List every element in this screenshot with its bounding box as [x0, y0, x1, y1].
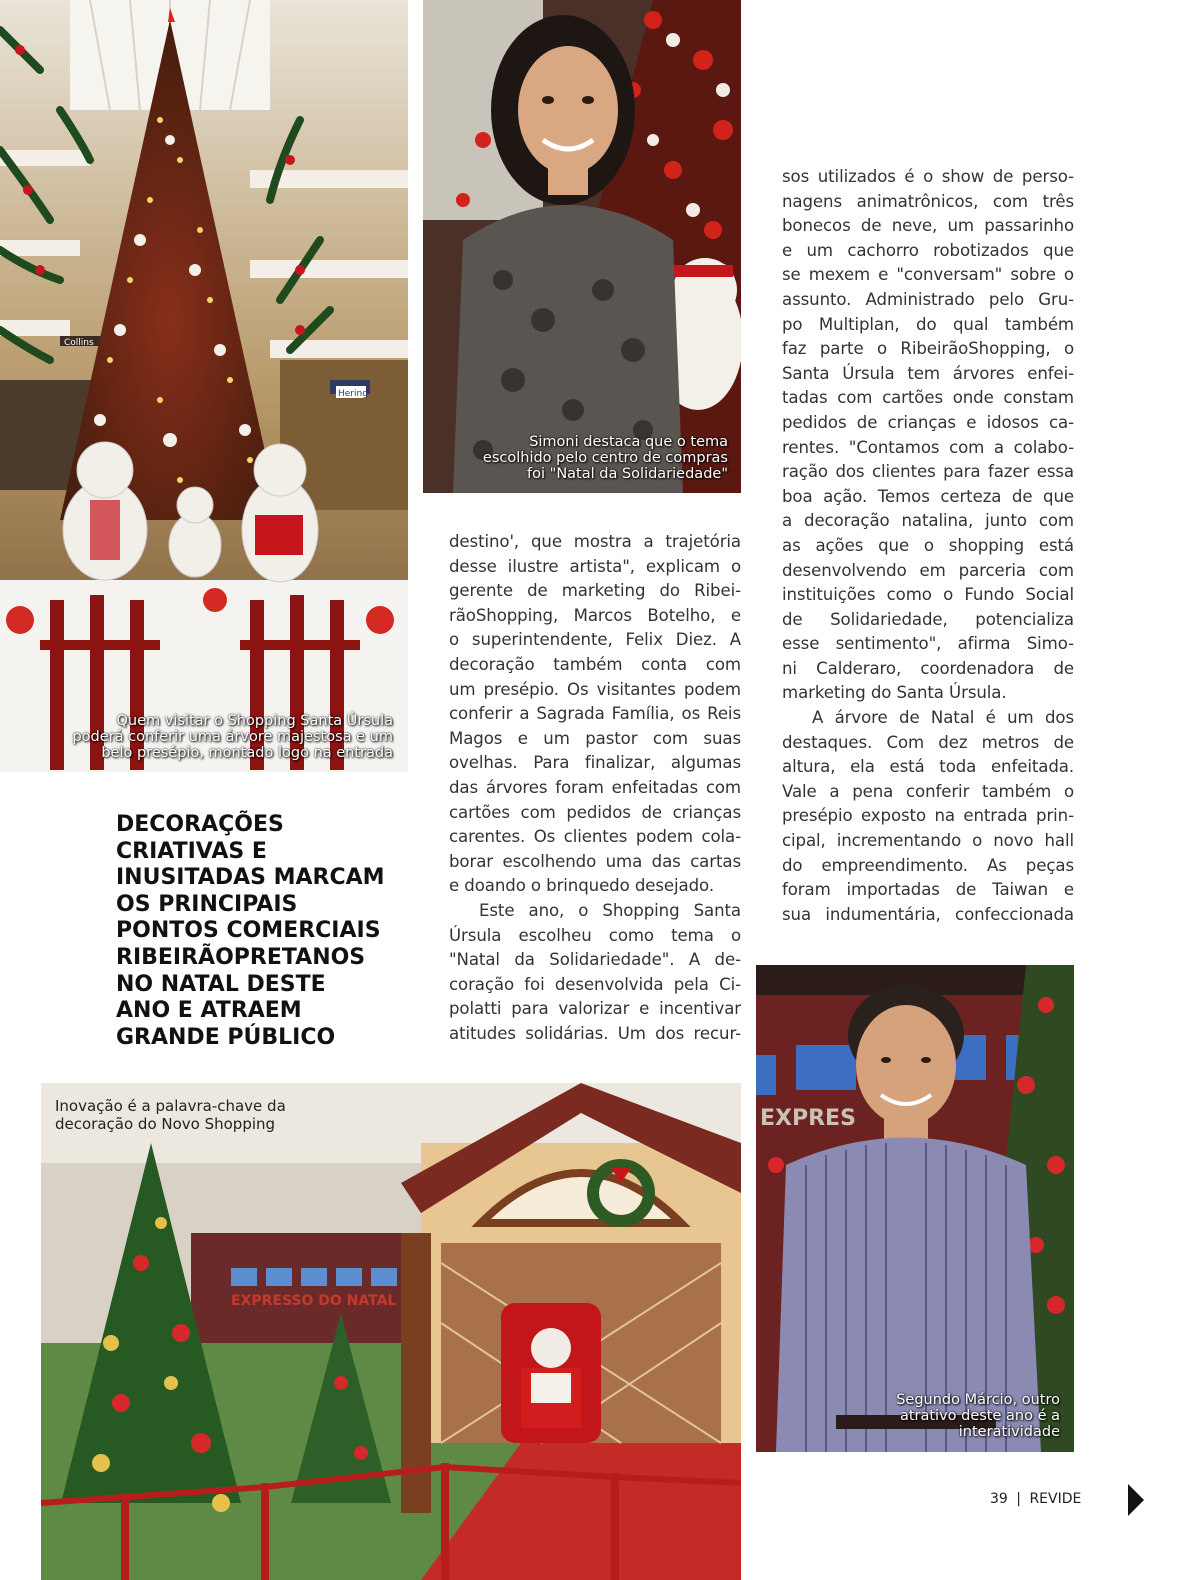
headline-line: PONTOS COMERCIAIS — [116, 918, 381, 944]
text-line: Magos e um pastor com suas — [449, 728, 741, 748]
article-headline — [116, 812, 406, 1051]
headline-line: ANO E ATRAEM — [116, 998, 302, 1024]
footer-separator: | — [1016, 1491, 1021, 1507]
headline-line: RIBEIRÃOPRETANOS — [116, 944, 366, 970]
text-line: polatti para valorizar e incentivar — [449, 999, 741, 1019]
svg-text:Hering: Hering — [338, 389, 368, 399]
photo-mall-christmas-tree — [0, 0, 408, 772]
photo-novo-shopping — [41, 1083, 741, 1580]
text-line: Úrsula escolheu como tema o — [449, 925, 741, 945]
caption-line: Inovação é a palavra-chave da — [55, 1097, 286, 1115]
text-line: borar escolhendo uma das cartas — [449, 851, 741, 871]
text-line: coração foi desenvolvida pela Ci- — [449, 974, 741, 994]
photo-marcio — [756, 965, 1074, 1452]
page-number: 39 — [990, 1491, 1008, 1507]
caption-line: poderá conferir uma árvore majestosa e um — [72, 729, 393, 745]
caption-line: atrativo deste ano é a — [899, 1408, 1060, 1424]
text-line: tadas com cartões onde constam — [782, 388, 1074, 408]
text-line: a decoração natalina, junto com — [782, 511, 1074, 531]
svg-text:Collins: Collins — [64, 338, 94, 348]
caption-line: foi "Natal da Solidariedade" — [527, 466, 728, 482]
play-triangle-icon[interactable] — [1128, 1484, 1144, 1516]
text-line: nagens animatrônicos, com três — [782, 191, 1074, 211]
text-line: destaques. Com dez metros de — [782, 732, 1074, 752]
text-line: instituições como o Fundo Social — [782, 585, 1074, 605]
text-line: sua indumentária, confeccionada — [782, 904, 1074, 924]
text-line: foram importadas de Taiwan e — [782, 880, 1074, 900]
text-line: carentes. Os clientes podem cola- — [449, 827, 741, 847]
magazine-name: REVIDE — [1029, 1491, 1082, 1507]
text-line: decoração também conta com — [449, 654, 741, 674]
column-right-text — [782, 165, 1074, 927]
text-line: e um cachorro robotizados que — [782, 240, 1074, 260]
headline-line: INUSITADAS MARCAM — [116, 865, 385, 891]
text-line: rãoShopping, Marcos Botelho, e — [449, 605, 741, 625]
text-line: presépio exposto na entrada prin- — [782, 806, 1074, 826]
caption-mall-tree — [40, 713, 393, 761]
text-line: rentes. "Contamos com a colabo- — [782, 437, 1074, 457]
caption-line: decoração do Novo Shopping — [55, 1115, 276, 1133]
text-line: boa ação. Temos certeza de que — [782, 486, 1074, 506]
headline-line: DECORAÇÕES — [116, 812, 284, 837]
text-line: sos utilizados é o show de perso- — [782, 167, 1074, 186]
text-line: ni Calderaro, coordenadora de — [782, 658, 1074, 678]
page-footer — [990, 1491, 1081, 1507]
column-middle-text — [449, 530, 741, 1046]
text-line: Este ano, o Shopping Santa — [479, 900, 741, 920]
headline-line: CRIATIVAS E — [116, 838, 267, 864]
text-line: das árvores foram enfeitadas com — [449, 777, 741, 797]
caption-marcio — [856, 1392, 1060, 1440]
text-line: bonecos de neve, um passarinho — [782, 216, 1074, 236]
text-line: destino', que mostra a trajetória — [449, 532, 741, 551]
headline-line: NO NATAL DESTE — [116, 971, 326, 997]
text-line: A árvore de Natal é um dos — [812, 708, 1074, 728]
text-line: e doando o brinquedo desejado. — [449, 876, 714, 896]
svg-text:EXPRES: EXPRES — [760, 1106, 856, 1131]
text-line: conferir a Sagrada Família, os Reis — [449, 704, 741, 724]
text-line: altura, ela está toda enfeitada. — [782, 757, 1074, 777]
text-line: marketing do Santa Úrsula. — [782, 683, 1007, 703]
photo-simoni — [423, 0, 741, 493]
headline-line: OS PRINCIPAIS — [116, 891, 298, 917]
text-line: gerente de marketing do Ribei- — [449, 581, 741, 601]
text-line: Vale a pena conferir também o — [782, 781, 1074, 801]
text-line: de Solidariedade, potencializa — [782, 609, 1074, 629]
text-line: esse sentimento", afirma Simo- — [782, 634, 1074, 654]
text-line: pedidos de crianças e idosos ca- — [782, 412, 1074, 432]
text-line: Santa Úrsula tem árvores enfei- — [782, 363, 1074, 383]
caption-line: interatividade — [958, 1424, 1060, 1440]
text-line: cipal, incrementando o novo hall — [782, 831, 1074, 851]
svg-text:EXPRESSO DO NATAL: EXPRESSO DO NATAL — [231, 1293, 397, 1309]
text-line: po Multiplan, do qual também — [782, 314, 1074, 334]
caption-line: belo presépio, montado logo na entrada — [101, 745, 393, 761]
text-line: do empreendimento. As peças — [782, 855, 1074, 875]
text-line: ração dos clientes para fazer essa — [782, 462, 1074, 482]
text-line: as ações que o shopping está — [782, 535, 1074, 555]
caption-line: escolhido pelo centro de compras — [482, 450, 728, 466]
text-line: ovelhas. Para finalizar, algumas — [449, 753, 741, 773]
caption-line: Segundo Márcio, outro — [896, 1392, 1060, 1408]
caption-simoni — [440, 434, 728, 482]
text-line: o superintendente, Felix Diez. A — [449, 630, 741, 650]
text-line: "Natal da Solidariedade". A de- — [449, 950, 741, 970]
caption-line: Quem visitar o Shopping Santa Úrsula — [116, 713, 393, 729]
text-line: se mexem e "conversam" sobre o — [782, 265, 1074, 285]
text-line: faz parte o RibeirãoShopping, o — [782, 339, 1074, 359]
text-line: desse ilustre artista", explicam o — [449, 556, 741, 576]
text-line: assunto. Administrado pelo Gru- — [782, 289, 1074, 309]
text-line: um presépio. Os visitantes podem — [449, 679, 741, 699]
caption-line: Simoni destaca que o tema — [529, 434, 728, 450]
text-line: desenvolvendo em parceria com — [782, 560, 1074, 580]
headline-line: GRANDE PÚBLICO — [116, 1024, 336, 1050]
caption-novo-shopping — [55, 1097, 286, 1133]
text-line: atitudes solidárias. Um dos recur- — [449, 1023, 741, 1043]
text-line: cartões com pedidos de crianças — [449, 802, 741, 822]
